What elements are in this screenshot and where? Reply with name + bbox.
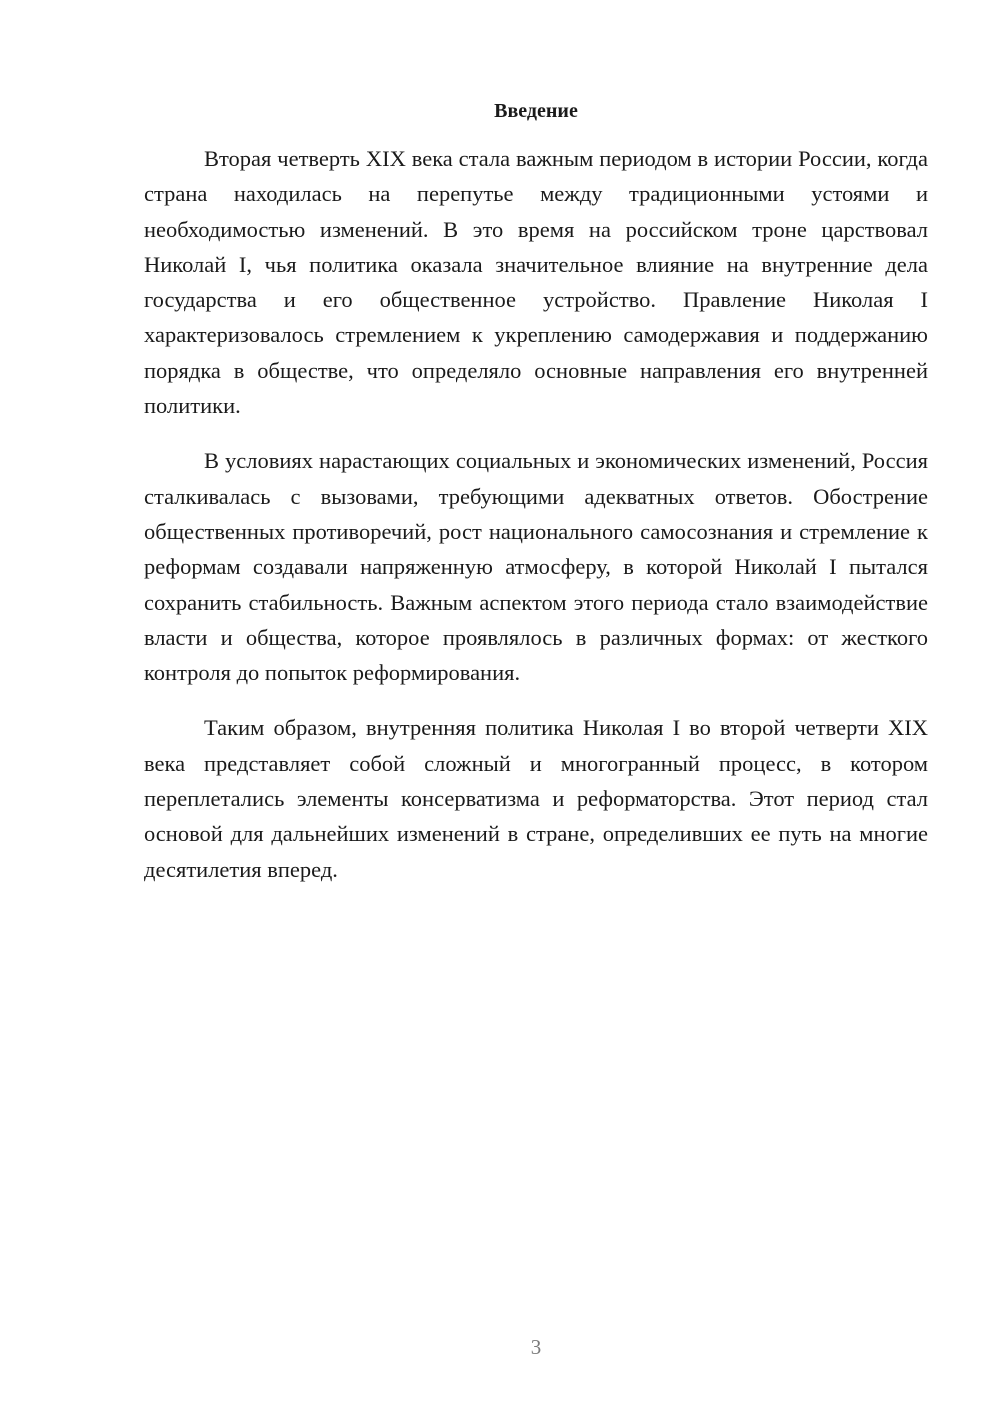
section-heading: Введение bbox=[494, 100, 578, 122]
paragraph-1: Вторая четверть XIX века стала важным периодом в истории России, когда страна находилась на перепутье между традиционными устоями и необходимостью изменений. В это время на российском троне царствовал Николай I, чья политика оказала значительное влияние на внутренние дела государства и его общественное устройство. Правление Николая I характеризовалось стремлением к укреплению самодержавия и поддержанию порядка в обществе, что определяло основные направления его внутренней политики. bbox=[144, 146, 928, 419]
body-text bbox=[144, 141, 928, 907]
paragraph-3: Таким образом, внутренняя политика Николая I во второй четверти XIX века представляет собой сложный и многогранный процесс, в котором переплетались элементы консерватизма и реформаторства. Этот период стал основой для дальнейших изменений в стране, определивших ее путь на многие десятилетия вперед. bbox=[144, 715, 928, 882]
page-number: 3 bbox=[530, 1335, 542, 1359]
paragraph-2: В условиях нарастающих социальных и экономических изменений, Россия сталкивалась с вызовами, требующими адекватных ответов. Обострение общественных противоречий, рост национального самосознания и стремление к реформам создавали напряженную атмосферу, в которой Николай I пытался сохранить стабильность. Важным аспектом этого периода стало взаимодействие власти и общества, которое проявлялось в различных формах: от жесткого контроля до попыток реформирования. bbox=[144, 448, 928, 686]
